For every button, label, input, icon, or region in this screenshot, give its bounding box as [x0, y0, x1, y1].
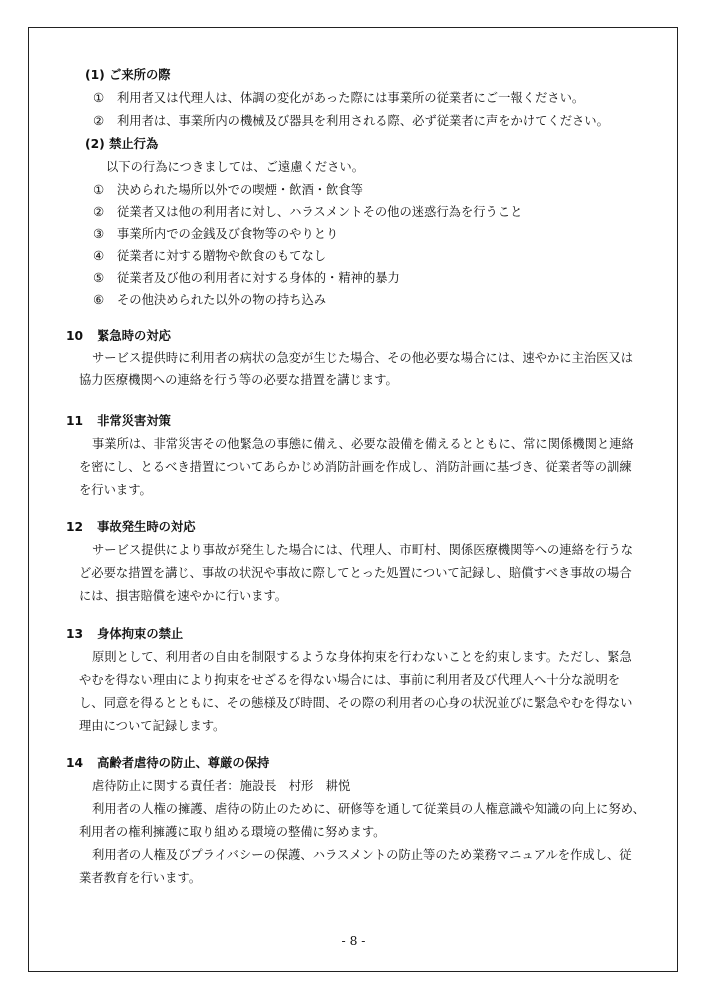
- paragraph-line: 理由について記録します。: [79, 719, 226, 733]
- list-item: [93, 182, 363, 198]
- item-text: 従業者又は他の利用者に対し、ハラスメントその他の迷惑行為を行うこと: [117, 205, 523, 219]
- paragraph-line: やむを得ない理由により拘束をせざるを得ない場合には、事前に利用者及び代理人へ十分な説明を: [79, 673, 621, 687]
- item-text: 決められた場所以外での喫煙・飲酒・飲食等: [117, 183, 363, 197]
- section-number: 14: [66, 756, 84, 770]
- paragraph-line: 虐待防止に関する責任者：施設長 村形 耕悦: [92, 779, 351, 793]
- item-marker: ②: [93, 205, 105, 219]
- list-item: [93, 292, 326, 308]
- paragraph-line: 事業所は、非常災害その他緊急の事態に備え、必要な設備を備えるとともに、常に関係機関と連絡: [92, 437, 634, 451]
- paragraph-line: を行います。: [79, 483, 152, 497]
- paragraph-line: ど必要な措置を講じ、事故の状況や事故に際してとった処置について記録し、賠償すべき事故の場合: [79, 566, 632, 580]
- list-item: [93, 226, 338, 242]
- paragraph-line: サービス提供時に利用者の病状の急変が生じた場合、その他必要な場合には、速やかに主治医又は: [92, 351, 634, 365]
- section-title: 高齢者虐待の防止、尊厳の保持: [97, 756, 270, 770]
- subsection-1-heading: (1) ご来所の際: [85, 68, 171, 82]
- section-number: 11: [66, 414, 84, 428]
- section-10-heading: [66, 328, 171, 344]
- paragraph-line: サービス提供により事故が発生した場合には、代理人、市町村、関係医療機関等への連絡を行うな: [92, 543, 634, 557]
- paragraph-line: には、損害賠償を速やかに行います。: [79, 589, 288, 603]
- section-number: 12: [66, 520, 84, 534]
- paragraph-line: 利用者の人権及びプライバシーの保護、ハラスメントの防止等のため業務マニュアルを作成し、従: [92, 848, 632, 862]
- paragraph-line: 利用者の人権の擁護、虐待の防止のために、研修等を通して従業員の人権意識や知識の向上に努め、: [92, 802, 645, 816]
- section-title: 緊急時の対応: [97, 329, 171, 343]
- paragraph-line: 業者教育を行います。: [79, 871, 201, 885]
- item-marker: ⑤: [93, 271, 105, 285]
- section-title: 非常災害対策: [97, 414, 171, 428]
- item-marker: ①: [93, 91, 105, 105]
- item-marker: ⑥: [93, 293, 105, 307]
- item-marker: ②: [93, 114, 105, 128]
- paragraph-line: 利用者の権利擁護に取り組める環境の整備に努めます。: [79, 825, 386, 839]
- item-text: 利用者は、事業所内の機械及び器具を利用される際、必ず従業者に声をかけてください。: [117, 114, 609, 128]
- list-item: [93, 90, 584, 106]
- item-text: 従業者及び他の利用者に対する身体的・精神的暴力: [117, 271, 400, 285]
- section-number: 13: [66, 627, 84, 641]
- item-marker: ④: [93, 249, 105, 263]
- paragraph-line: 協力医療機関への連絡を行う等の必要な措置を講じます。: [79, 373, 398, 387]
- item-marker: ③: [93, 227, 105, 241]
- list-item: [93, 270, 400, 286]
- list-item: [93, 204, 522, 220]
- item-text: その他決められた以外の物の持ち込み: [117, 293, 327, 307]
- paragraph-line: し、同意を得るとともに、その態様及び時間、その際の利用者の心身の状況並びに緊急やむを得ない: [79, 696, 633, 710]
- paragraph-line: 原則として、利用者の自由を制限するような身体拘束を行わないことを約束します。ただし、緊急: [92, 650, 632, 664]
- item-marker: ①: [93, 183, 105, 197]
- item-text: 利用者又は代理人は、体調の変化があった際には事業所の従業者にご一報ください。: [117, 91, 585, 105]
- section-number: 10: [66, 329, 84, 343]
- list-item: [93, 113, 609, 129]
- section-11-heading: [66, 413, 171, 429]
- subsection-2-intro: 以下の行為につきましては、ご遠慮ください。: [106, 160, 364, 174]
- item-text: 事業所内での金銭及び食物等のやりとり: [117, 227, 339, 241]
- list-item: [93, 248, 326, 264]
- subsection-2-heading: (2) 禁止行為: [85, 137, 159, 151]
- item-text: 従業者に対する贈物や飲食のもてなし: [117, 249, 327, 263]
- paragraph-line: を密にし、とるべき措置についてあらかじめ消防計画を作成し、消防計画に基づき、従業者等の訓練: [79, 460, 632, 474]
- section-13-heading: [66, 626, 183, 642]
- page-number: - 8 -: [341, 934, 366, 948]
- section-12-heading: [66, 519, 196, 535]
- section-title: 身体拘束の禁止: [97, 627, 184, 641]
- section-title: 事故発生時の対応: [97, 520, 196, 534]
- section-14-heading: [66, 755, 269, 771]
